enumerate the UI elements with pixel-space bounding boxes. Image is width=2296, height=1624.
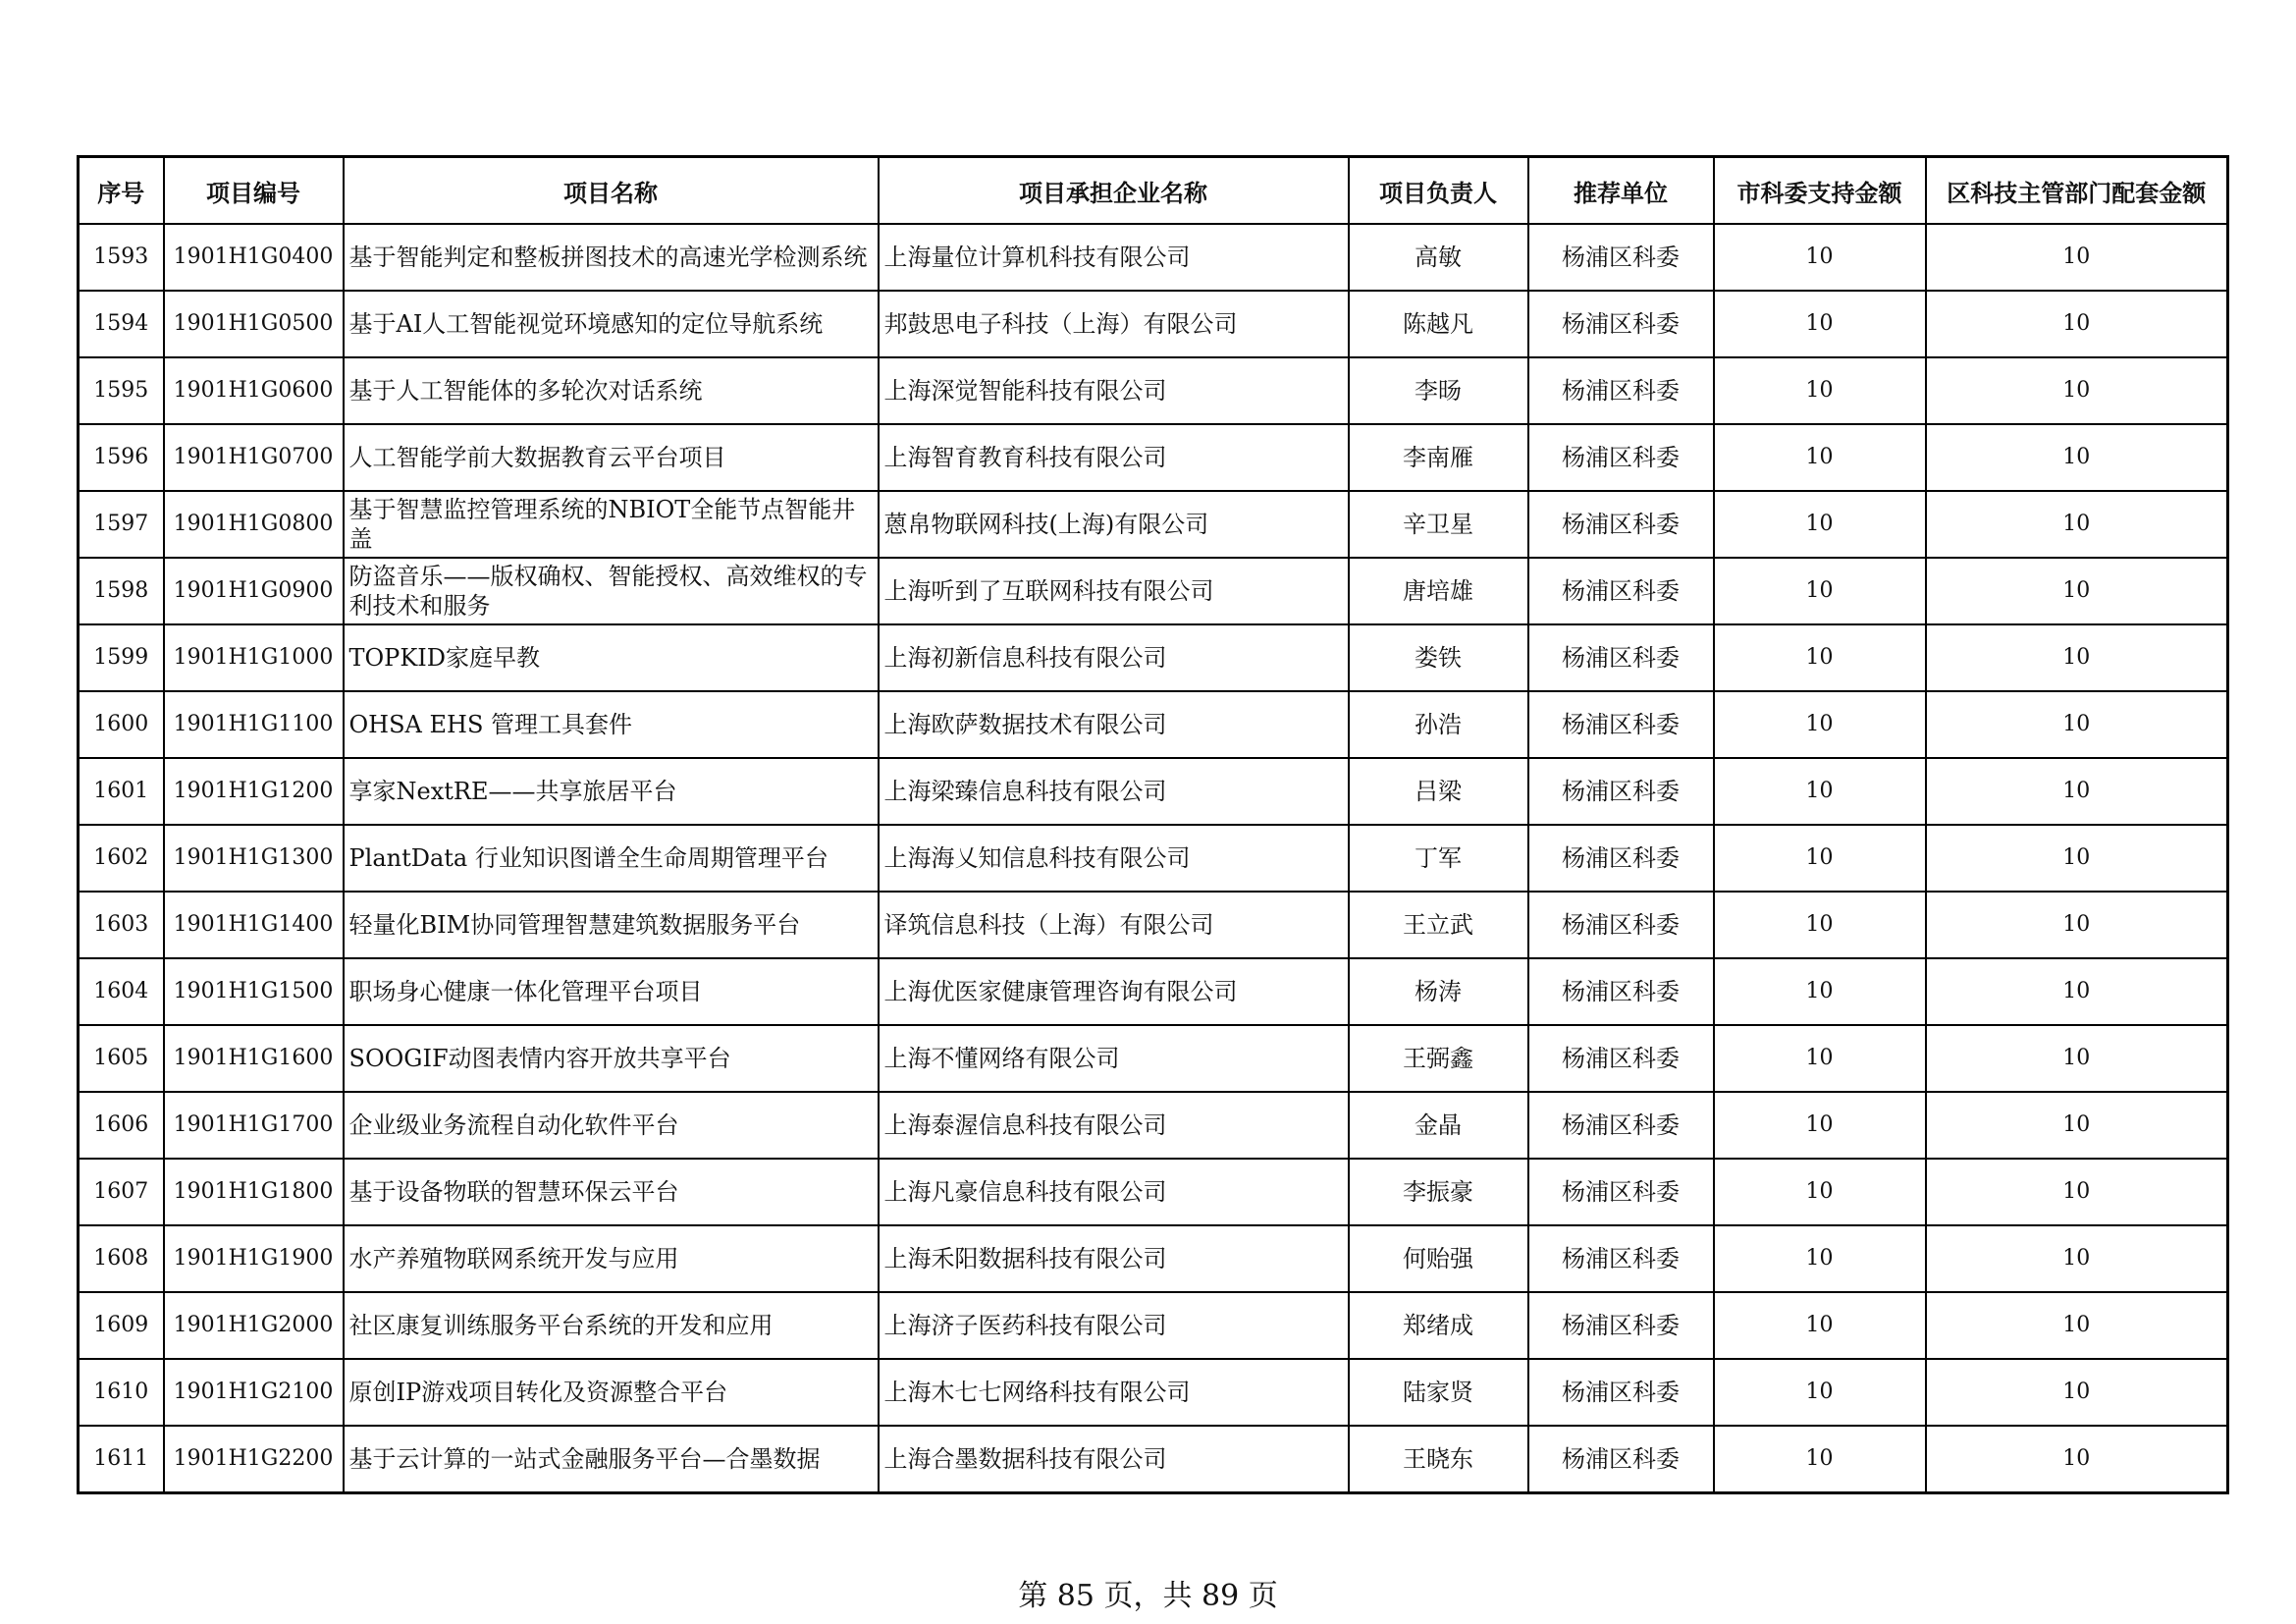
table-row	[79, 1225, 2228, 1292]
table-row	[79, 691, 2228, 758]
company-cell: 上海不懂网络有限公司	[879, 1025, 1349, 1092]
header-project-name: 项目名称	[344, 157, 879, 225]
project-name-cell: TOPKID家庭早教	[344, 624, 879, 691]
city-funding-cell: 10	[1714, 1426, 1926, 1493]
recommender-cell: 杨浦区科委	[1528, 1025, 1714, 1092]
leader-cell: 何贻强	[1349, 1225, 1528, 1292]
project-code-cell: 1901H1G1100	[164, 691, 344, 758]
city-funding-cell: 10	[1714, 1159, 1926, 1225]
project-code-cell: 1901H1G0700	[164, 424, 344, 491]
city-funding-cell: 10	[1714, 558, 1926, 624]
recommender-cell: 杨浦区科委	[1528, 825, 1714, 892]
index-cell: 1611	[79, 1426, 164, 1493]
company-cell: 上海量位计算机科技有限公司	[879, 224, 1349, 291]
header-district-funding: 区科技主管部门配套金额	[1926, 157, 2228, 225]
district-funding-cell: 10	[1926, 1159, 2228, 1225]
city-funding-cell: 10	[1714, 892, 1926, 958]
leader-cell: 丁军	[1349, 825, 1528, 892]
district-funding-cell: 10	[1926, 357, 2228, 424]
recommender-cell: 杨浦区科委	[1528, 624, 1714, 691]
leader-cell: 辛卫星	[1349, 491, 1528, 558]
index-cell: 1606	[79, 1092, 164, 1159]
leader-cell: 李南雁	[1349, 424, 1528, 491]
index-cell: 1603	[79, 892, 164, 958]
project-name-cell: OHSA EHS 管理工具套件	[344, 691, 879, 758]
leader-cell: 杨涛	[1349, 958, 1528, 1025]
recommender-cell: 杨浦区科委	[1528, 424, 1714, 491]
company-cell: 译筑信息科技（上海）有限公司	[879, 892, 1349, 958]
leader-cell: 李旸	[1349, 357, 1528, 424]
table-row	[79, 1426, 2228, 1493]
table-row	[79, 958, 2228, 1025]
project-code-cell: 1901H1G2000	[164, 1292, 344, 1359]
table-row	[79, 491, 2228, 558]
district-funding-cell: 10	[1926, 1359, 2228, 1426]
project-name-cell: 职场身心健康一体化管理平台项目	[344, 958, 879, 1025]
recommender-cell: 杨浦区科委	[1528, 291, 1714, 357]
district-funding-cell: 10	[1926, 958, 2228, 1025]
table-row	[79, 1025, 2228, 1092]
project-name-cell: 基于AI人工智能视觉环境感知的定位导航系统	[344, 291, 879, 357]
leader-cell: 李振豪	[1349, 1159, 1528, 1225]
index-cell: 1608	[79, 1225, 164, 1292]
district-funding-cell: 10	[1926, 291, 2228, 357]
city-funding-cell: 10	[1714, 958, 1926, 1025]
project-code-cell: 1901H1G0400	[164, 224, 344, 291]
project-name-cell: 人工智能学前大数据教育云平台项目	[344, 424, 879, 491]
project-code-cell: 1901H1G0600	[164, 357, 344, 424]
index-cell: 1594	[79, 291, 164, 357]
district-funding-cell: 10	[1926, 224, 2228, 291]
project-name-cell: 基于云计算的一站式金融服务平台—合墨数据	[344, 1426, 879, 1493]
recommender-cell: 杨浦区科委	[1528, 958, 1714, 1025]
company-cell: 上海听到了互联网科技有限公司	[879, 558, 1349, 624]
recommender-cell: 杨浦区科委	[1528, 1159, 1714, 1225]
header-company: 项目承担企业名称	[879, 157, 1349, 225]
table-row	[79, 1292, 2228, 1359]
leader-cell: 王立武	[1349, 892, 1528, 958]
city-funding-cell: 10	[1714, 691, 1926, 758]
district-funding-cell: 10	[1926, 691, 2228, 758]
leader-cell: 娄铁	[1349, 624, 1528, 691]
company-cell: 上海禾阳数据科技有限公司	[879, 1225, 1349, 1292]
project-code-cell: 1901H1G1300	[164, 825, 344, 892]
leader-cell: 王弼鑫	[1349, 1025, 1528, 1092]
company-cell: 上海凡豪信息科技有限公司	[879, 1159, 1349, 1225]
index-cell: 1601	[79, 758, 164, 825]
company-cell: 上海泰渥信息科技有限公司	[879, 1092, 1349, 1159]
project-code-cell: 1901H1G1000	[164, 624, 344, 691]
district-funding-cell: 10	[1926, 1292, 2228, 1359]
leader-cell: 郑绪成	[1349, 1292, 1528, 1359]
recommender-cell: 杨浦区科委	[1528, 691, 1714, 758]
table-row	[79, 758, 2228, 825]
index-cell: 1596	[79, 424, 164, 491]
project-name-cell: SOOGIF动图表情内容开放共享平台	[344, 1025, 879, 1092]
leader-cell: 高敏	[1349, 224, 1528, 291]
project-code-cell: 1901H1G0500	[164, 291, 344, 357]
company-cell: 上海济子医药科技有限公司	[879, 1292, 1349, 1359]
project-name-cell: 轻量化BIM协同管理智慧建筑数据服务平台	[344, 892, 879, 958]
table-row	[79, 1359, 2228, 1426]
project-name-cell: 基于智慧监控管理系统的NBIOT全能节点智能井盖	[344, 491, 879, 558]
index-cell: 1597	[79, 491, 164, 558]
company-cell: 上海合墨数据科技有限公司	[879, 1426, 1349, 1493]
table-body	[79, 224, 2228, 1493]
index-cell: 1607	[79, 1159, 164, 1225]
recommender-cell: 杨浦区科委	[1528, 1359, 1714, 1426]
header-index: 序号	[79, 157, 164, 225]
header-project-code: 项目编号	[164, 157, 344, 225]
project-name-cell: 基于设备物联的智慧环保云平台	[344, 1159, 879, 1225]
company-cell: 上海木七七网络科技有限公司	[879, 1359, 1349, 1426]
leader-cell: 陈越凡	[1349, 291, 1528, 357]
city-funding-cell: 10	[1714, 624, 1926, 691]
company-cell: 上海深觉智能科技有限公司	[879, 357, 1349, 424]
header-leader: 项目负责人	[1349, 157, 1528, 225]
project-name-cell: PlantData 行业知识图谱全生命周期管理平台	[344, 825, 879, 892]
index-cell: 1599	[79, 624, 164, 691]
project-code-cell: 1901H1G1700	[164, 1092, 344, 1159]
project-name-cell: 水产养殖物联网系统开发与应用	[344, 1225, 879, 1292]
header-city-funding: 市科委支持金额	[1714, 157, 1926, 225]
company-cell: 邦鼓思电子科技（上海）有限公司	[879, 291, 1349, 357]
city-funding-cell: 10	[1714, 1359, 1926, 1426]
project-name-cell: 基于人工智能体的多轮次对话系统	[344, 357, 879, 424]
page-footer: 第 85 页，共 89 页	[1018, 1579, 1278, 1613]
project-code-cell: 1901H1G1500	[164, 958, 344, 1025]
company-cell: 蒽帛物联网科技(上海)有限公司	[879, 491, 1349, 558]
recommender-cell: 杨浦区科委	[1528, 1292, 1714, 1359]
recommender-cell: 杨浦区科委	[1528, 357, 1714, 424]
leader-cell: 唐培雄	[1349, 558, 1528, 624]
index-cell: 1595	[79, 357, 164, 424]
city-funding-cell: 10	[1714, 1025, 1926, 1092]
city-funding-cell: 10	[1714, 424, 1926, 491]
company-cell: 上海初新信息科技有限公司	[879, 624, 1349, 691]
index-cell: 1602	[79, 825, 164, 892]
project-code-cell: 1901H1G0800	[164, 491, 344, 558]
recommender-cell: 杨浦区科委	[1528, 892, 1714, 958]
index-cell: 1605	[79, 1025, 164, 1092]
leader-cell: 王晓东	[1349, 1426, 1528, 1493]
company-cell: 上海优医家健康管理咨询有限公司	[879, 958, 1349, 1025]
leader-cell: 陆家贤	[1349, 1359, 1528, 1426]
project-name-cell: 原创IP游戏项目转化及资源整合平台	[344, 1359, 879, 1426]
project-name-cell: 社区康复训练服务平台系统的开发和应用	[344, 1292, 879, 1359]
table-row	[79, 357, 2228, 424]
district-funding-cell: 10	[1926, 825, 2228, 892]
index-cell: 1604	[79, 958, 164, 1025]
leader-cell: 孙浩	[1349, 691, 1528, 758]
city-funding-cell: 10	[1714, 1225, 1926, 1292]
project-code-cell: 1901H1G2200	[164, 1426, 344, 1493]
district-funding-cell: 10	[1926, 1426, 2228, 1493]
city-funding-cell: 10	[1714, 491, 1926, 558]
project-code-cell: 1901H1G1200	[164, 758, 344, 825]
leader-cell: 吕梁	[1349, 758, 1528, 825]
city-funding-cell: 10	[1714, 825, 1926, 892]
table-row	[79, 892, 2228, 958]
index-cell: 1610	[79, 1359, 164, 1426]
company-cell: 上海梁臻信息科技有限公司	[879, 758, 1349, 825]
project-code-cell: 1901H1G1400	[164, 892, 344, 958]
project-name-cell: 享家NextRE——共享旅居平台	[344, 758, 879, 825]
project-code-cell: 1901H1G1800	[164, 1159, 344, 1225]
company-cell: 上海海乂知信息科技有限公司	[879, 825, 1349, 892]
project-code-cell: 1901H1G2100	[164, 1359, 344, 1426]
table-row	[79, 825, 2228, 892]
index-cell: 1600	[79, 691, 164, 758]
company-cell: 上海欧萨数据技术有限公司	[879, 691, 1349, 758]
project-name-cell: 基于智能判定和整板拼图技术的高速光学检测系统	[344, 224, 879, 291]
index-cell: 1598	[79, 558, 164, 624]
recommender-cell: 杨浦区科委	[1528, 224, 1714, 291]
district-funding-cell: 10	[1926, 491, 2228, 558]
recommender-cell: 杨浦区科委	[1528, 758, 1714, 825]
header-row	[79, 157, 2228, 225]
project-name-cell: 防盗音乐——版权确权、智能授权、高效维权的专利技术和服务	[344, 558, 879, 624]
city-funding-cell: 10	[1714, 357, 1926, 424]
city-funding-cell: 10	[1714, 224, 1926, 291]
district-funding-cell: 10	[1926, 624, 2228, 691]
project-code-cell: 1901H1G1900	[164, 1225, 344, 1292]
district-funding-cell: 10	[1926, 758, 2228, 825]
recommender-cell: 杨浦区科委	[1528, 558, 1714, 624]
project-table-container	[77, 155, 2226, 1494]
table-row	[79, 224, 2228, 291]
city-funding-cell: 10	[1714, 1092, 1926, 1159]
project-name-cell: 企业级业务流程自动化软件平台	[344, 1092, 879, 1159]
city-funding-cell: 10	[1714, 291, 1926, 357]
table-row	[79, 424, 2228, 491]
district-funding-cell: 10	[1926, 1225, 2228, 1292]
city-funding-cell: 10	[1714, 1292, 1926, 1359]
project-code-cell: 1901H1G1600	[164, 1025, 344, 1092]
city-funding-cell: 10	[1714, 758, 1926, 825]
table-row	[79, 291, 2228, 357]
district-funding-cell: 10	[1926, 558, 2228, 624]
company-cell: 上海智育教育科技有限公司	[879, 424, 1349, 491]
table-row	[79, 1159, 2228, 1225]
district-funding-cell: 10	[1926, 892, 2228, 958]
table-row	[79, 1092, 2228, 1159]
table-row	[79, 624, 2228, 691]
district-funding-cell: 10	[1926, 1092, 2228, 1159]
recommender-cell: 杨浦区科委	[1528, 1225, 1714, 1292]
project-code-cell: 1901H1G0900	[164, 558, 344, 624]
leader-cell: 金晶	[1349, 1092, 1528, 1159]
project-table	[77, 155, 2229, 1494]
header-recommender: 推荐单位	[1528, 157, 1714, 225]
table-row	[79, 558, 2228, 624]
district-funding-cell: 10	[1926, 424, 2228, 491]
recommender-cell: 杨浦区科委	[1528, 1426, 1714, 1493]
recommender-cell: 杨浦区科委	[1528, 1092, 1714, 1159]
district-funding-cell: 10	[1926, 1025, 2228, 1092]
index-cell: 1593	[79, 224, 164, 291]
recommender-cell: 杨浦区科委	[1528, 491, 1714, 558]
index-cell: 1609	[79, 1292, 164, 1359]
